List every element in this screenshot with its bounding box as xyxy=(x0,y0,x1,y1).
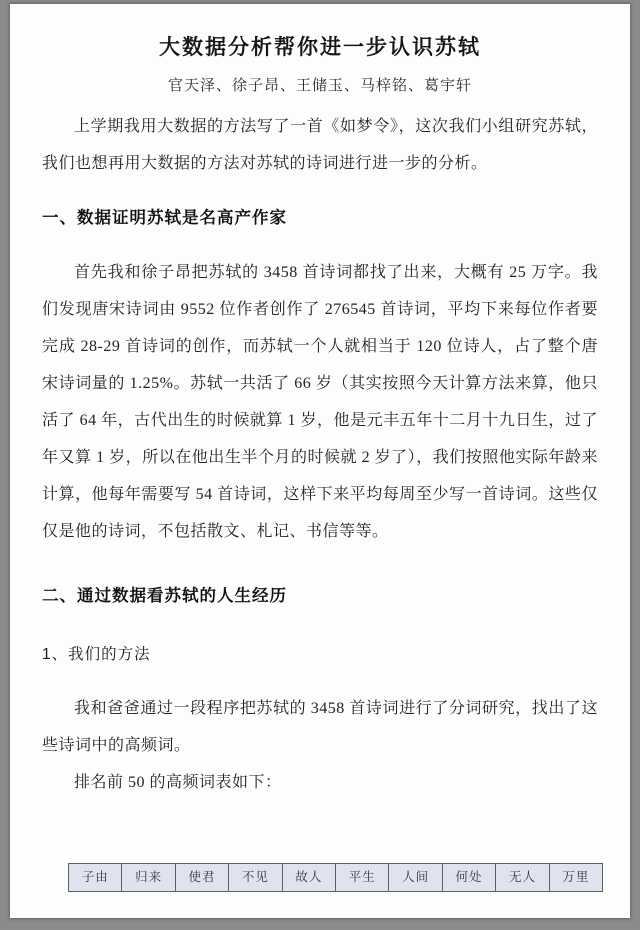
method-paragraph: 我和爸爸通过一段程序把苏轼的 3458 首诗词进行了分词研究，找出了这些诗词中的高频词。 xyxy=(42,700,598,754)
section1-paragraph: 首先我和徐子昂把苏轼的 3458 首诗词都找了出来，大概有 25 万字。我们发现唐宋诗词由 9552 位作者创作了 276545 首诗词，平均下来每位作者要完成 28-29 首诗词的创作，而苏轼一个人就相当于 120 位诗人，占了整个唐宋诗词量的 1.25%。苏轼一共活了 66 岁（其实按照今天计算方法来算，他只活了 64 年，古代出生的时候就算 1 岁，他是元丰五年十二月十九日生，过了年又算 1 岁，所以在他出生半个月的时候就 2 岁了），我们按照他实际年龄来计算，他每年需要写 54 首诗词，这样下来平均每周至少写一首诗词。这些仅仅是他的诗词，不包括散文、札记、书信等等。 xyxy=(42,264,598,540)
table-cell: 不见 xyxy=(228,864,281,891)
table-cell: 子由 xyxy=(81,870,109,884)
table-cell: 万里 xyxy=(549,864,602,891)
table-intro-line: 排名前 50 的高频词表如下： xyxy=(74,774,282,791)
table-cell: 何处 xyxy=(442,864,495,891)
table-cell: 故人 xyxy=(282,864,335,891)
subsection-heading: 1、我们的方法 xyxy=(42,646,151,663)
table-cell: 归来 xyxy=(121,864,174,891)
intro-paragraph: 上学期我用大数据的方法写了一首《如梦令》，这次我们小组研究苏轼，我们也想再用大数据的方法对苏轼的诗词进行进一步的分析。 xyxy=(42,118,598,172)
section2-heading: 二、通过数据看苏轼的人生经历 xyxy=(42,587,287,605)
document-page xyxy=(10,4,630,918)
high-frequency-words-table xyxy=(68,863,603,892)
page-title: 大数据分析帮你进一步认识苏轼 xyxy=(159,36,481,59)
section1-heading: 一、数据证明苏轼是名高产作家 xyxy=(42,209,287,227)
table-cell: 人间 xyxy=(388,864,441,891)
table-cell: 无人 xyxy=(495,864,548,891)
table-cell: 使君 xyxy=(175,864,228,891)
authors-line: 官天泽、徐子昂、王储玉、马梓铭、葛宇轩 xyxy=(167,78,472,94)
table-cell: 平生 xyxy=(335,864,388,891)
